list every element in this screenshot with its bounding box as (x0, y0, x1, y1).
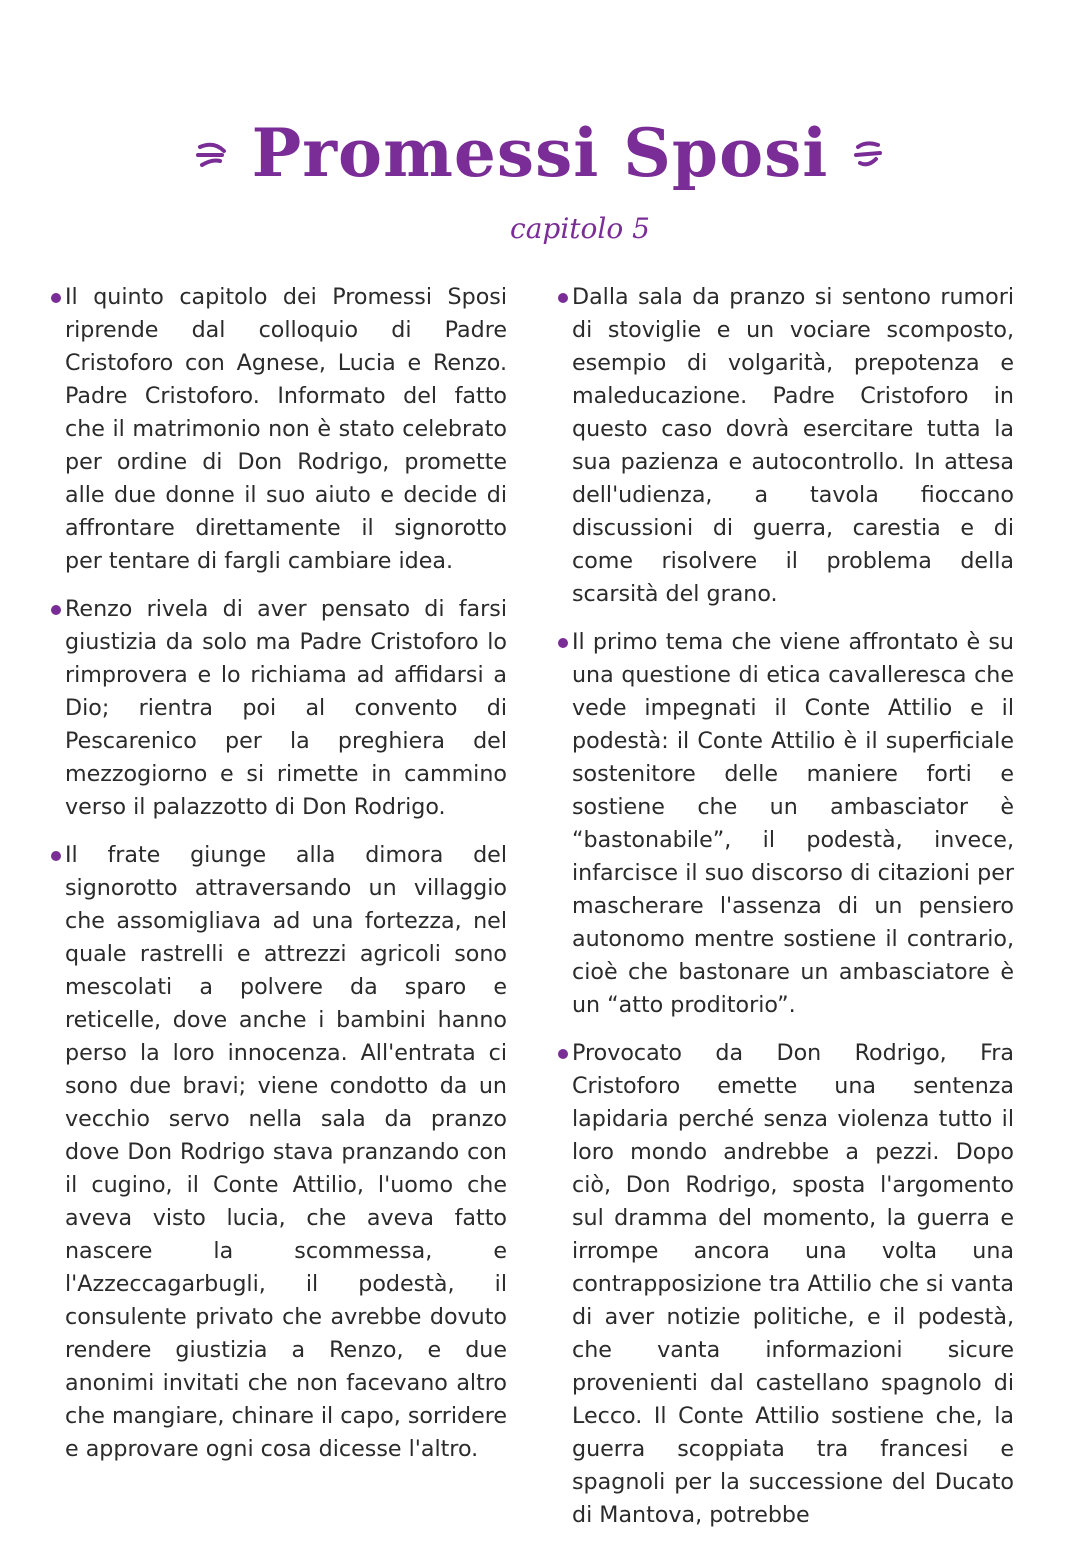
paragraph-text: Provocato da Don Rodrigo, Fra Cristoforo emette una sentenza lapidaria perché senza violenza tutto il loro mondo andrebbe a pezzi. Dopo ciò, Don Rodrigo, sposta l'argomento sul dramma del momento, la guerra e irrompe ancora una volta una contrapposizione tra Attilio che si vanta di aver notizie politiche, e il podestà, che vanta informazioni sicure provenienti dal castellano spagnolo di Lecco. Il Conte Attilio sostiene che, la guerra scoppiata tra francesi e spagnoli per la successione del Ducato di Mantova, potrebbe (572, 1040, 1014, 1528)
chapter-subtitle (0, 212, 1080, 245)
swirl-right-icon (846, 133, 886, 173)
paragraph-text: Il frate giunge alla dimora del signorotto attraversando un villaggio che assomigliava ad una fortezza, nel quale rastrelli e attrezzi agricoli sono mescolati a polvere da sparo e reticelle, dove anche i bambini hanno perso la loro innocenza. All'entrata ci sono due bravi; viene condotto da un vecchio servo nella sala da pranzo dove Don Rodrigo stava pranzando con il cugino, il Conte Attilio, l'uomo che aveva visto lucia, che aveva fatto nascere la scommessa, e l'Azzeccagarbugli, il podestà, il consulente privato che avrebbe dovuto rendere giustizia a Renzo, e due anonimi invitati che non facevano altro che mangiare, chinare il capo, sorridere e approvare ogni cosa dicesse l'altro. (65, 842, 508, 1462)
bullet-dot-icon (51, 293, 61, 303)
bullet-dot-icon (558, 638, 568, 648)
paragraph (572, 626, 1014, 1022)
paragraph (572, 1037, 1014, 1532)
bullet-dot-icon (51, 605, 61, 615)
right-column (572, 281, 1014, 1547)
page-title: Promessi Sposi (251, 114, 829, 192)
title-row (0, 108, 1080, 198)
paragraph-text: Il quinto capitolo dei Promessi Sposi riprende dal colloquio di Padre Cristoforo con Agnese, Lucia e Renzo. Padre Cristoforo. Informato del fatto che il matrimonio non è stato celebrato per ordine di Don Rodrigo, promette alle due donne il suo aiuto e decide di affrontare direttamente il signorotto per tentare di fargli cambiare idea. (65, 284, 507, 574)
bullet-dot-icon (558, 293, 568, 303)
paragraph-text: Renzo rivela di aver pensato di farsi giustizia da solo ma Padre Cristoforo lo rimprovera e lo richiama ad affidarsi a Dio; rientra poi al convento di Pescarenico per la preghiera del mezzogiorno e si rimette in cammino verso il palazzotto di Don Rodrigo. (65, 596, 507, 820)
bullet-dot-icon (558, 1049, 568, 1059)
paragraph (65, 593, 507, 824)
paragraph (65, 281, 507, 578)
swirl-left-icon (194, 133, 234, 173)
paragraph (65, 839, 507, 1466)
bullet-dot-icon (51, 851, 61, 861)
paragraph (572, 281, 1014, 611)
paragraph-text: Il primo tema che viene affrontato è su una questione di etica cavalleresca che vede impegnati il Conte Attilio e il podestà: il Conte Attilio è il superficiale sostenitore delle maniere forti e sostiene che un ambasciator è “bastonabile”, il podestà, invece, infarcisce il suo discorso di citazioni per mascherare l'assenza di un pensiero autonomo mentre sostiene il contrario, cioè che bastonare un ambasciatore è un “atto proditorio”. (572, 629, 1014, 1018)
left-column (65, 281, 507, 1481)
chapter-label: capitolo 5 (510, 212, 650, 245)
paragraph-text: Dalla sala da pranzo si sentono rumori di stoviglie e un vociare scomposto, esempio di volgarità, prepotenza e maleducazione. Padre Cristoforo in questo caso dovrà esercitare tutta la sua pazienza e autocontrollo. In attesa dell'udienza, a tavola fioccano discussioni di guerra, carestia e di come risolvere il problema della scarsità del grano. (572, 284, 1014, 607)
